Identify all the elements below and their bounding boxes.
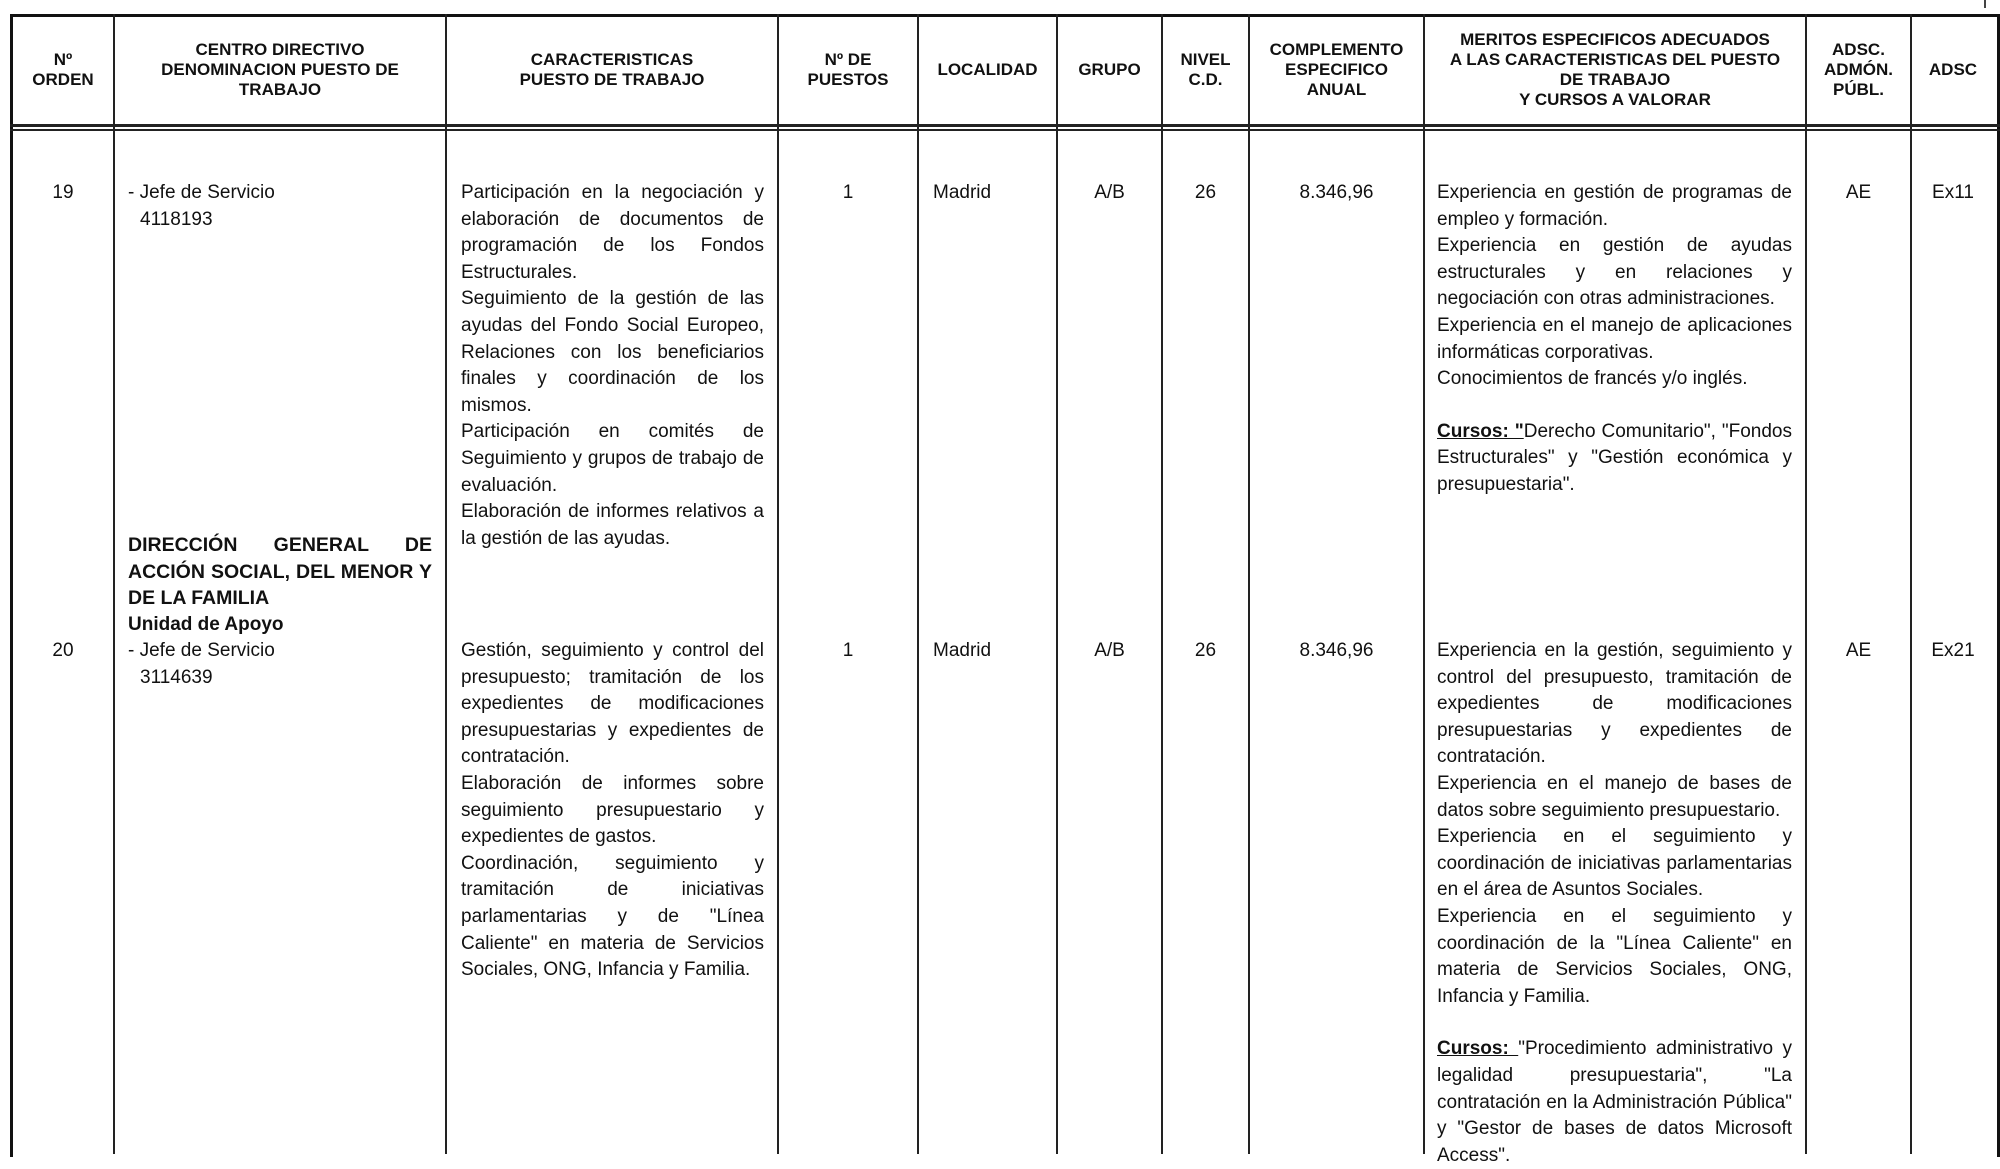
cursos-text: Derecho Comunitario", "Fondos Estructurales" y "Gestión económica y presupuestaria". (1437, 420, 1792, 495)
merito-item: Experiencia en gestión de ayudas estructurales y en relaciones y negociación con otras administraciones. (1437, 235, 1792, 310)
header-grupo: GRUPO (1078, 60, 1141, 79)
row-puesto (128, 180, 438, 233)
row-adsc: Ex11 (1932, 182, 1974, 203)
header-orden: Nº ORDEN (32, 50, 94, 89)
merito-item: Experiencia en el seguimiento y coordinación de iniciativas parlamentarias en el área de Asuntos Sociales. (1437, 826, 1792, 901)
row-localidad: Madrid (933, 640, 992, 661)
puesto-code: 4118193 (140, 208, 213, 230)
cursos-text: "Procedimiento administrativo y legalidad presupuestaria", "La contratación en la Administración Pública" y "Gestor de bases de datos Microsoft Access". (1437, 1038, 1792, 1166)
row-caracteristicas (461, 638, 764, 984)
row-caracteristicas (461, 180, 764, 552)
header-adsc-admon: ADSC. ADMÓN. PÚBL. (1824, 40, 1893, 99)
caracteristica-item: Coordinación, seguimiento y tramitación de iniciativas parlamentarias y de "Línea Caliente" en materia de Servicios Sociales, ONG, Infancia y Familia. (461, 852, 764, 981)
caracteristica-item: Participación en la negociación y elaboración de documentos de programación de los Fondos Estructurales. (461, 182, 764, 283)
caracteristica-item: Elaboración de informes relativos a la gestión de las ayudas. (461, 501, 764, 549)
row-meritos (1437, 180, 1792, 499)
row-num-puestos: 1 (842, 182, 854, 203)
row-complemento: 8.346,96 (1299, 182, 1374, 203)
merito-item: Conocimientos de francés y/o inglés. (1437, 368, 1748, 390)
row-num-puestos: 1 (842, 640, 854, 661)
caracteristica-item: Seguimiento de la gestión de las ayudas del Fondo Social Europeo, Relaciones con los beneficiarios finales y coordinación de los mismos. (461, 288, 764, 416)
header-localidad: LOCALIDAD (937, 60, 1038, 79)
merito-item: Experiencia en el manejo de aplicaciones informáticas corporativas. (1437, 314, 1792, 363)
col-divider (917, 14, 919, 1154)
merito-item: Experiencia en el seguimiento y coordinación de la "Línea Caliente" en materia de Servicios Sociales, ONG, Infancia y Familia. (1437, 905, 1792, 1007)
row-meritos (1437, 638, 1792, 1169)
cursos-paragraph (1437, 419, 1792, 499)
cursos-label: Cursos: " (1437, 420, 1524, 442)
header-adsc: ADSC (1928, 60, 1978, 79)
merito-item: Experiencia en gestión de programas de empleo y formación. (1437, 182, 1792, 230)
row-adsc: Ex21 (1931, 640, 1975, 661)
header-centro-directivo: CENTRO DIRECTIVO DENOMINACION PUESTO DE TRABAJO (161, 40, 399, 99)
puesto-name: - Jefe de Servicio (128, 182, 275, 203)
row-localidad: Madrid (933, 182, 992, 203)
header-meritos: MERITOS ESPECIFICOS ADECUADOS A LAS CARACTERISTICAS DEL PUESTO DE TRABAJO Y CURSOS A VALORAR (1449, 30, 1781, 109)
merito-item: Experiencia en la gestión, seguimiento y control del presupuesto, tramitación de expedientes de modificaciones presupuestarias y expedientes de contratación. (1437, 640, 1792, 768)
row-puesto (128, 638, 438, 691)
caracteristica-item: Gestión, seguimiento y control del presupuesto; tramitación de los expedientes de modificaciones presupuestarias y expedientes de contratación. (461, 640, 764, 768)
header-num-puestos: Nº DE PUESTOS (807, 50, 889, 89)
centro-directivo-heading: DIRECCIÓN GENERAL DE ACCIÓN SOCIAL, DEL MENOR Y DE LA FAMILIA (128, 534, 432, 610)
row-grupo: A/B (1094, 182, 1125, 203)
merito-item: Experiencia en el manejo de bases de datos sobre seguimiento presupuestario. (1437, 772, 1792, 821)
row-adsc-admon: AE (1845, 640, 1872, 661)
puesto-name: - Jefe de Servicio (128, 640, 275, 661)
col-divider (445, 14, 447, 1154)
cursos-label: Cursos: (1437, 1038, 1519, 1060)
puesto-code: 3114639 (140, 666, 213, 688)
header-rule-top (10, 124, 2000, 127)
col-divider (113, 14, 115, 1154)
header-complemento: COMPLEMENTO ESPECIFICO ANUAL (1269, 40, 1404, 99)
row-grupo: A/B (1094, 640, 1125, 661)
caracteristica-item: Elaboración de informes sobre seguimiento presupuestario y expedientes de gastos. (461, 772, 764, 848)
row-nivel: 26 (1194, 640, 1217, 661)
row-complemento: 8.346,96 (1299, 640, 1374, 661)
page-edge-mark (1984, 0, 1986, 8)
row-orden: 20 (52, 640, 74, 661)
header-rule-bottom (10, 129, 2000, 131)
cursos-paragraph (1437, 1036, 1792, 1169)
header-caracteristicas: CARACTERISTICAS PUESTO DE TRABAJO (519, 50, 705, 89)
col-divider (1423, 14, 1425, 1154)
row-nivel: 26 (1194, 182, 1217, 203)
unidad-heading: Unidad de Apoyo (128, 614, 284, 635)
header-nivel: NIVEL C.D. (1180, 50, 1231, 89)
row-orden: 19 (52, 182, 74, 203)
caracteristica-item: Participación en comités de Seguimiento y grupos de trabajo de evaluación. (461, 421, 764, 496)
row-adsc-admon: AE (1845, 182, 1872, 203)
